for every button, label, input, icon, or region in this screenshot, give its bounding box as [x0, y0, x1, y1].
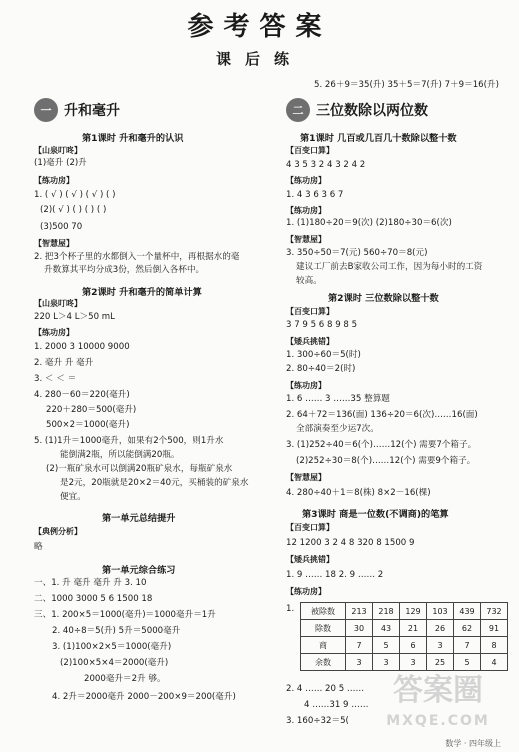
table-cell: 4: [481, 654, 508, 671]
table-cell: 129: [400, 603, 427, 620]
section-tag: 【练功房】: [286, 176, 326, 185]
answer-line: 一、1. 升 毫升 毫升 升 3. 10: [34, 578, 147, 588]
section-tag: 【智慧屋】: [34, 239, 74, 248]
answer-line: 12 1200 3 2 4 8 320 8 1500 9: [286, 538, 415, 548]
answer-line: 2. 把3个杯子里的水都倒入一个量杯中，再根据水的毫: [34, 252, 240, 262]
answer-line: 1. (1)180÷20＝9(次) (2)180÷30＝6(次): [286, 218, 452, 228]
section-tag: 【矮兵挑错】: [286, 337, 334, 346]
answer-line: 能倒满2瓶，所以能倒满20瓶。: [60, 450, 180, 460]
page-subtitle: 课后练: [215, 50, 303, 68]
lesson-title: 第2课时 升和毫升的简单计算: [82, 287, 202, 298]
answer-line: 建议工厂前去B家收公司工作，因为每小时的工资: [296, 262, 483, 272]
table-row-header: 余数: [301, 654, 346, 671]
watermark-text: 答案圈: [393, 673, 483, 708]
table-cell: 3: [373, 654, 400, 671]
answer-line: 较高。: [296, 276, 322, 286]
table-cell: 3: [346, 654, 373, 671]
answer-line: (2)( √ ) ( ) ( ) ( ): [40, 205, 107, 215]
section-tag: 【百变口算】: [286, 146, 334, 155]
section-tag: 【百变口算】: [286, 307, 334, 316]
table-cell: 732: [481, 603, 508, 620]
answer-line: 1. 6 …… 3 ……35 整算题: [286, 394, 390, 404]
answer-line: 3. 160÷32＝5(: [286, 716, 349, 726]
unit-one-badge: 一: [34, 98, 58, 122]
section-tag: 【山泉叮咚】: [34, 299, 82, 308]
answer-line: 2. 80÷40＝2(时): [286, 364, 356, 374]
table-row: [301, 603, 508, 620]
table-cell: 218: [373, 603, 400, 620]
unit-two-header: [286, 98, 428, 122]
answer-line: 2. 毫升 升 毫升: [34, 358, 94, 368]
answer-line: 4. 280÷40＋1＝8(株) 8×2－16(棵): [286, 488, 431, 498]
lesson-title: 第1课时 几百或几百几十数除以整十数: [300, 133, 457, 144]
lesson-title: 第2课时 三位数除以整十数: [328, 293, 439, 304]
table-row-header: 除数: [301, 620, 346, 637]
watermark-logo: [363, 673, 513, 738]
answer-line: (1)毫升 (2)升: [34, 158, 87, 168]
answer-line: 升数算其平均分成3份，然后倒入各杯中。: [44, 265, 205, 275]
table-cell: 21: [400, 620, 427, 637]
answer-line: (2)100×5×4＝2000(毫升): [60, 658, 169, 668]
exercise-title: 第一单元综合练习: [102, 565, 176, 576]
answer-line: (2)一瓶矿泉水可以倒满20瓶矿泉水，每瓶矿泉水: [46, 464, 233, 474]
section-tag: 【山泉叮咚】: [34, 146, 82, 155]
answer-line: 4 3 5 3 2 4 3 2 4 2: [286, 160, 366, 170]
answer-line: 1. ( √ ) ( √ ) ( √ ) ( ): [34, 190, 116, 200]
answer-line: (2)252÷30＝8(个)……12(个) 需要9个箱子。: [296, 456, 476, 466]
section-tag: 【智慧屋】: [286, 235, 326, 244]
lesson-title: 第1课时 升和毫升的认识: [82, 133, 184, 144]
answer-line: 2. 40÷8＝5(升) 5升＝5000毫升: [52, 626, 181, 636]
answer-line: 500×2＝1000(毫升): [46, 420, 130, 430]
table-cell: 7: [346, 637, 373, 654]
section-tag: 【典例分析】: [34, 527, 82, 536]
division-table: [300, 602, 508, 671]
table-cell: 6: [400, 637, 427, 654]
watermark-url: MXQE.COM: [386, 713, 490, 729]
table-row-header: 被除数: [301, 603, 346, 620]
answer-line: 三、1. 200×5＝1000(毫升)＝1000毫升＝1升: [34, 610, 216, 620]
unit-one-header: [34, 98, 120, 122]
table-cell: 91: [481, 620, 508, 637]
section-tag: 【百变口算】: [286, 523, 334, 532]
answer-line: 全部演奏至少运7次。: [296, 424, 379, 434]
table-cell: 103: [427, 603, 454, 620]
lesson-title: 第3课时 商是一位数(不调商)的笔算: [302, 509, 449, 520]
table-cell: 62: [454, 620, 481, 637]
answer-line: 2000毫升＝2升 够。: [84, 674, 166, 684]
answer-line: 3 7 9 5 6 8 9 8 5: [286, 320, 358, 330]
table-cell: 30: [346, 620, 373, 637]
answer-line: (3)500 70: [40, 222, 83, 232]
summary-title: 第一单元总结提升: [102, 513, 176, 524]
table-cell: 5: [454, 654, 481, 671]
section-tag: 【练功房】: [34, 176, 74, 185]
answer-line: 2. 64＋72＝136(面) 136÷20＝6(次)……16(面): [286, 410, 478, 420]
answer-line: 220＋280＝500(毫升): [46, 405, 137, 415]
table-cell: 43: [373, 620, 400, 637]
answer-line: 略: [34, 542, 43, 552]
unit-two-badge: 二: [286, 98, 310, 122]
table-cell: 3: [427, 637, 454, 654]
table-cell: 7: [454, 637, 481, 654]
answer-line: 1. 2000 3 10000 9000: [34, 342, 130, 352]
table-row: [301, 620, 508, 637]
answer-line: 1.: [286, 604, 295, 614]
page-footer: 数学 · 四年级上: [445, 739, 501, 748]
section-tag: 【练功房】: [34, 328, 74, 337]
answer-line: 3. (1)100×2×5＝1000(毫升): [52, 642, 172, 652]
answer-line: 2. 4 …… 20 5 ……: [286, 684, 365, 694]
table-cell: 8: [481, 637, 508, 654]
table-cell: 439: [454, 603, 481, 620]
answer-line: 4. 2升＝2000毫升 2000－200×9＝200(毫升): [52, 692, 236, 702]
unit-one-title: 升和毫升: [64, 103, 120, 119]
answer-line: 二、1000 3000 5 6 1500 18: [34, 594, 153, 604]
table-cell: 25: [427, 654, 454, 671]
answer-line: 便宜。: [60, 492, 86, 502]
table-cell: 213: [346, 603, 373, 620]
section-tag: 【练功房】: [286, 381, 326, 390]
answer-line: 是2元，20瓶就是20×2＝40元，买桶装的矿泉水: [60, 478, 249, 488]
section-tag: 【练功房】: [286, 587, 326, 596]
answer-line: 5. (1)1升＝1000毫升，如果有2个500，则1升水: [34, 436, 224, 446]
table-cell: 5: [373, 637, 400, 654]
answer-line: 3. 350÷50＝7(元) 560÷70＝8(元): [286, 248, 428, 258]
answer-line: 1. 4 3 6 3 6 7: [286, 190, 344, 200]
table-cell: 3: [400, 654, 427, 671]
answer-line: 1. 9 …… 18 2. 9 …… 2: [286, 570, 384, 580]
table-row: [301, 637, 508, 654]
table-cell: 26: [427, 620, 454, 637]
section-tag: 【矮兵挑错】: [286, 555, 334, 564]
table-row: [301, 654, 508, 671]
section-tag: 【智慧屋】: [286, 473, 326, 482]
answer-line: 3. (1)252÷40＝6(个)……12(个) 需要7个箱子。: [286, 440, 477, 450]
table-row-header: 商: [301, 637, 346, 654]
section-tag: 【练功房】: [286, 206, 326, 215]
page-title: 参考答案: [187, 12, 332, 42]
answer-line: 1. 300÷60＝5(时): [286, 350, 361, 360]
answer-line: 220 L＞4 L＞50 mL: [34, 312, 115, 322]
top-right-answer: 5. 26＋9＝35(升) 35＋5＝7(升) 7＋9＝16(升): [314, 80, 499, 90]
answer-line: 4 ……31 9 ……: [304, 700, 369, 710]
answer-line: 4. 280－60＝220(毫升): [34, 390, 130, 400]
answer-line: 3. ＜ ＜ ＝: [34, 374, 77, 384]
unit-two-title: 三位数除以两位数: [316, 103, 428, 119]
